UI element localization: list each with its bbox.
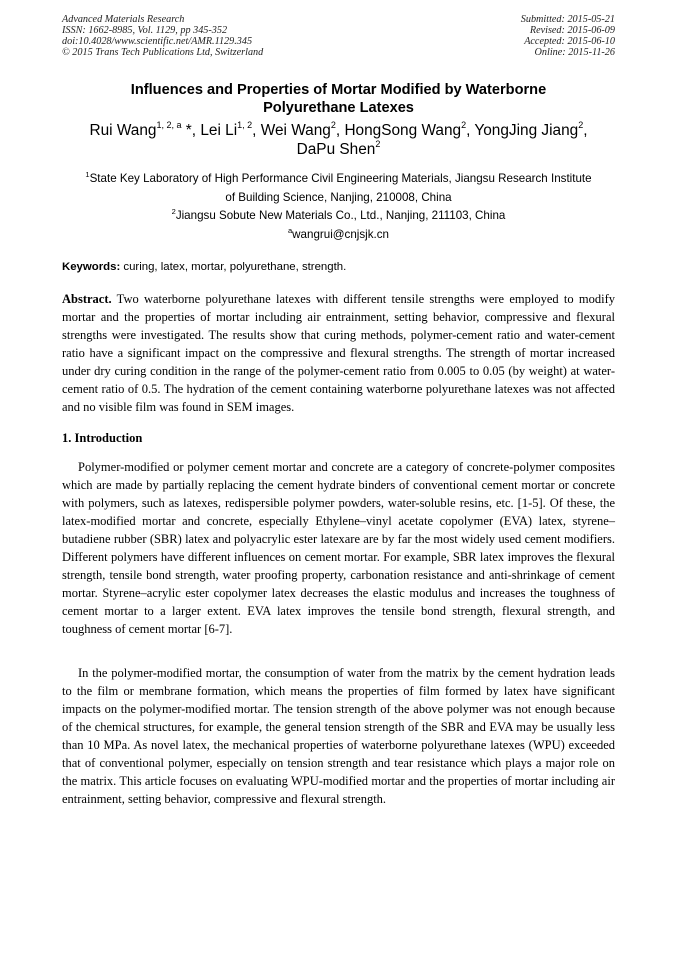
submitted-date: Submitted: 2015-05-21	[520, 14, 615, 25]
author-affil-sup: 2	[578, 120, 584, 130]
author-affil-sup: 1, 2	[237, 120, 253, 130]
affiliation-1	[62, 170, 615, 207]
abstract-block	[62, 290, 615, 416]
author-name: YongJing Jiang	[474, 122, 579, 139]
paper-title	[62, 82, 615, 117]
author-affil-sup: 2	[461, 120, 467, 130]
accepted-date: Accepted: 2015-06-10	[524, 36, 615, 47]
affiliation-1-line-2: of Building Science, Nanjing, 210008, China	[225, 190, 452, 204]
doi-line: doi:10.4028/www.scientific.net/AMR.1129.345	[62, 36, 253, 47]
author-list	[62, 121, 615, 159]
author-name: Rui Wang	[89, 122, 157, 139]
affiliation-1-line-1	[62, 170, 615, 189]
title-line-1: Influences and Properties of Mortar Modified by Waterborne	[130, 82, 547, 98]
corresponding-email	[62, 226, 615, 245]
author-name: Lei Li	[200, 122, 238, 139]
keywords-block	[62, 260, 615, 274]
journal-name: Advanced Materials Research	[62, 14, 185, 25]
affiliation-2-sup: 2	[171, 207, 176, 216]
author-separator: ,	[583, 122, 588, 139]
author-affil-sup: 1, 2, a	[156, 120, 182, 130]
author-separator: *,	[181, 122, 201, 139]
keywords-label: Keywords:	[62, 261, 121, 273]
abstract-text: Two waterborne polyurethane latexes with different tensile strengths were employed to modify mortar and the properties of mortar including air entrainment, setting behavior, compressive and flexural strengths were investigated. The results show that curing methods, polymer-cement ratio and water-cement ratio have a significant impact on the compressive and flexural strengths. The strength of mortar increased under dry curing condition in the range of the polymer-cement ratio from 0.005 to 0.05 (by weight) at water-cement ratio of 0.5. The hydration of the cement containing waterborne polyurethane latexes was not affected and no visible film was found in SEM images.	[62, 292, 615, 415]
journal-header-left	[62, 14, 263, 58]
keywords-text: curing, latex, mortar, polyurethane, strength.	[120, 261, 347, 273]
copyright-line: © 2015 Trans Tech Publications Ltd, Switzerland	[62, 47, 264, 58]
online-date: Online: 2015-11-26	[534, 47, 615, 58]
affiliation-2	[62, 207, 615, 226]
email-sup: a	[288, 226, 293, 235]
author-name: DaPu Shen	[296, 141, 376, 158]
author-name: HongSong Wang	[344, 122, 462, 139]
section-heading-introduction: 1. Introduction	[62, 431, 143, 445]
authors-line-2	[62, 140, 615, 159]
email-address: wangrui@cnjsjk.cn	[292, 228, 389, 241]
abstract-label: Abstract.	[62, 292, 112, 306]
author-name: Wei Wang	[260, 122, 331, 139]
author-affil-sup: 2	[375, 139, 381, 149]
intro-paragraph-1: Polymer-modified or polymer cement mortar and concrete are a category of concrete-polymer composites which are made by partially replacing the cement hydrate binders of conventional cement mortar or concrete with polymers, such as latexes, redispersible polymer powders, water-soluble resins, etc. [1-5]. Of these, the latex-modified mortar and concrete, especially Ethylene–vinyl acetate copolymer (EVA) latex, styrene–butadiene rubber (SBR) latex and polyacrylic ester latexare are by far the most widely used cement modifiers. Different polymers have different influences on cement mortar. For example, SBR latex improves the flexural strength, tensile bond strength, water proofing property, carbonation resistance and anti-shrinkage of cement mortar. Styrene–acrylic ester copolymer latex decreases the elastic modulus and increases the toughness of cement mortar to a larger extent. EVA latex improves the tensile bond strength, flexural strength, and toughness of cement mortar [6-7].	[62, 460, 615, 637]
affiliation-1-sup: 1	[85, 170, 90, 179]
authors-line-1	[62, 121, 615, 140]
affiliation-1-text: State Key Laboratory of High Performance Civil Engineering Materials, Jiangsu Research Institute	[89, 172, 592, 185]
author-separator: ,	[466, 122, 475, 139]
author-affil-sup: 2	[330, 120, 336, 130]
revised-date: Revised: 2015-06-09	[529, 25, 615, 36]
affiliation-2-text: Jiangsu Sobute New Materials Co., Ltd., Nanjing, 211103, China	[175, 209, 506, 222]
issn-line: ISSN: 1662-8985, Vol. 1129, pp 345-352	[62, 25, 228, 36]
author-separator: ,	[335, 122, 345, 139]
title-line-2: Polyurethane Latexes	[263, 99, 414, 116]
journal-header-right	[521, 14, 615, 58]
intro-paragraph-2: In the polymer-modified mortar, the consumption of water from the matrix by the cement hydration leads to the film or membrane formation, which means the properties of film formed by latex have significant impacts on the polymer-modified mortar. The tension strength of the above polymer was not enough because of the chemical structures, for example, the general tension strength of the SBR and EVA may be usually less than 10 MPa. As novel latex, the mechanical properties of waterborne polyurethane latexes (WPU) exceeded that of conventional polymer, especially on tension strength and tear resistance which plays a major role on the matrix. This article focuses on evaluating WPU-modified mortar and the properties of mortar including air entrainment, setting behavior, compressive and flexural strength.	[62, 666, 615, 807]
author-separator: ,	[252, 122, 261, 139]
